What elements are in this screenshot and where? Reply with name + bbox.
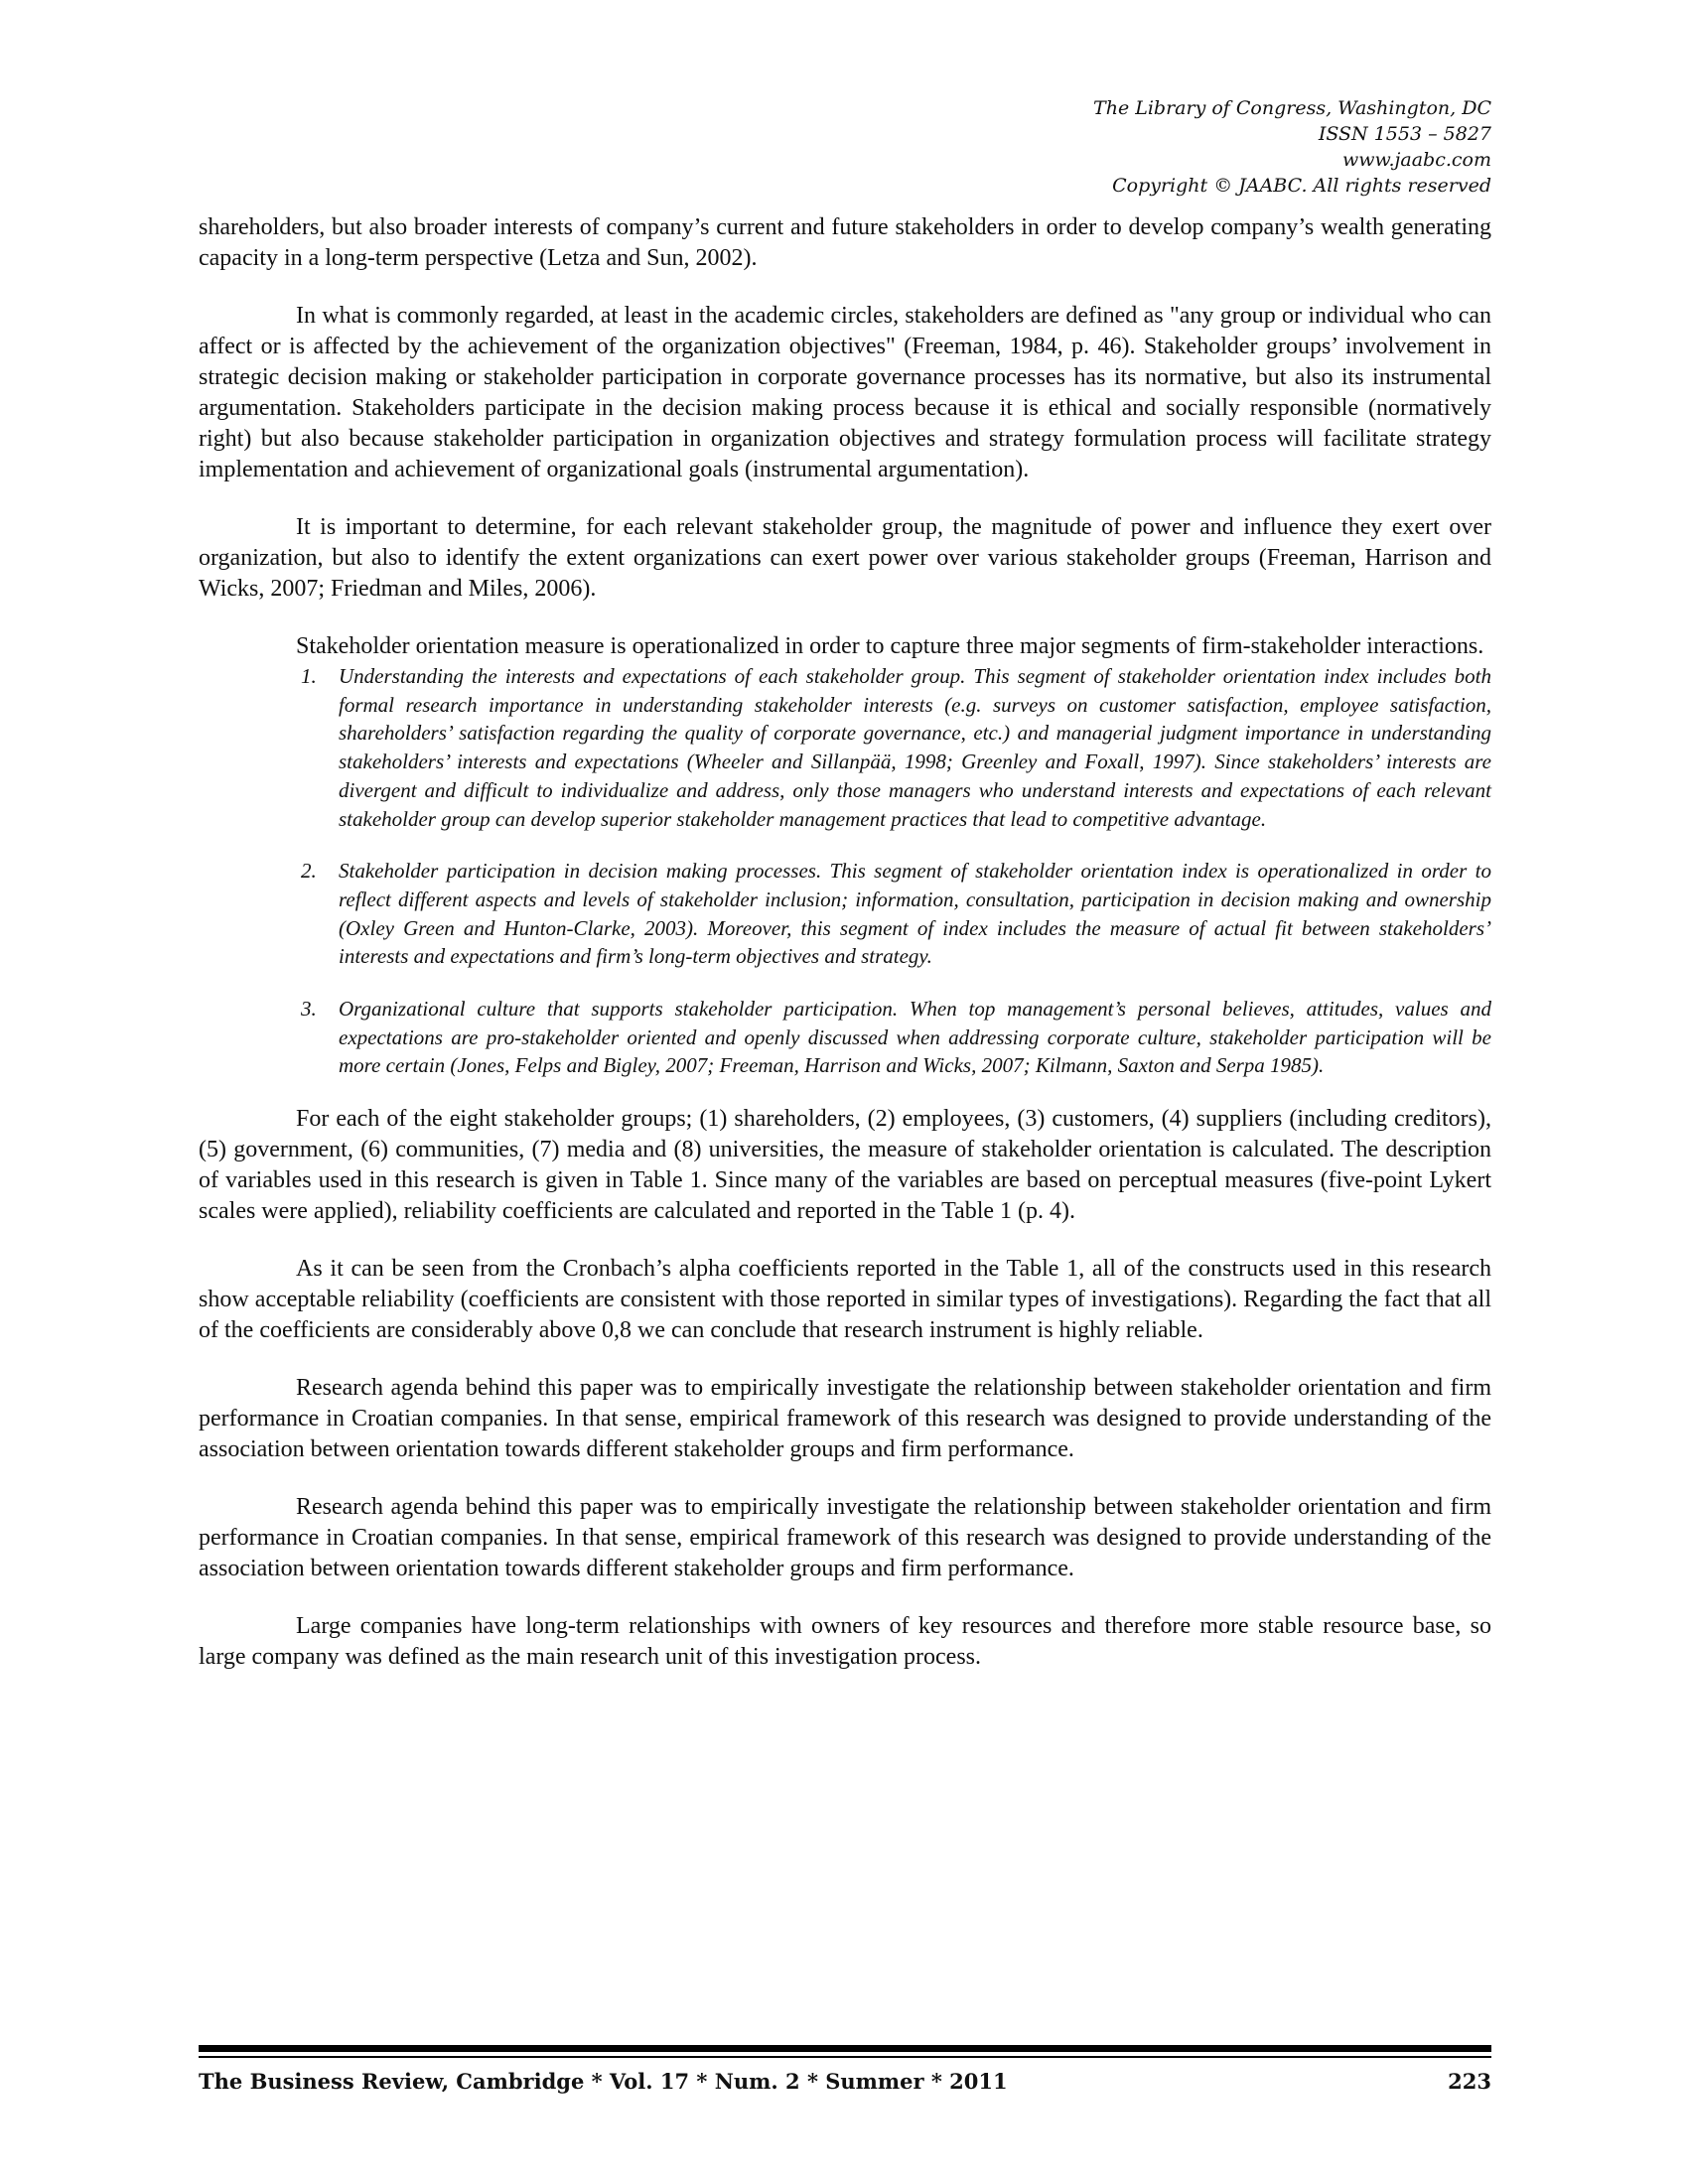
header-website-line: www.jaabc.com xyxy=(1341,149,1491,171)
segment-list xyxy=(199,662,1491,1080)
footer-divider-thick xyxy=(199,2045,1491,2052)
paragraph-stakeholder-definition: In what is commonly regarded, at least in the academic circles, stakeholders are defined as "any group or individual who can affect or is affected by the achievement of the organization objectives" (Freeman, 1984, p. 46). Stakeholder groups’ involvement in strategic decision making or stakeholder participation in corporate governance processes has its normative, but also its instrumental argumentation. Stakeholders participate in the decision making process because it is ethical and socially responsible (normatively right) but also because stakeholder participation in organization objectives and strategy formulation process will facilitate strategy implementation and achievement of organizational goals (instrumental argumentation). xyxy=(199,303,1491,482)
header-issn-line: ISSN 1553 – 5827 xyxy=(1318,123,1491,145)
footer-divider-thin xyxy=(199,2056,1491,2058)
segment-item xyxy=(301,857,1491,971)
paragraph-power-influence: It is important to determine, for each relevant stakeholder group, the magnitude of power and influence they exert over organization, but also to identify the extent organizations can exert power over various stakeholder groups (Freeman, Harrison and Wicks, 2007; Friedman and Miles, 2006). xyxy=(199,514,1491,602)
segment-text: Understanding the interests and expectations of each stakeholder group. This segment of stakeholder orientation index includes both formal research importance in understanding stakeholder interests (e.g. surveys on customer satisfaction, employee satisfaction, shareholders’ satisfaction regarding the quality of corporate governance, etc.) and managerial judgment importance in understanding stakeholders’ interests and expectations (Wheeler and Sillanpää, 1998; Greenley and Foxall, 1997). Since stakeholders’ interests are divergent and difficult to individualize and address, only those managers who understand interests and expectations of each relevant stakeholder group can develop superior stakeholder management practices that lead to competitive advantage. xyxy=(339,664,1491,831)
paragraph-orientation-measure: Stakeholder orientation measure is operationalized in order to capture three major segments of firm-stakeholder interactions. xyxy=(296,633,1484,659)
header-library-line: The Library of Congress, Washington, DC xyxy=(1093,97,1491,119)
paragraph-continuation: shareholders, but also broader interests of company’s current and future stakeholders in order to develop company’s wealth generating capacity in a long-term perspective (Letza and Sun, 2002). xyxy=(199,214,1491,271)
paragraph-research-agenda-repeat: Research agenda behind this paper was to empirically investigate the relationship between stakeholder orientation and firm performance in Croatian companies. In that sense, empirical framework of this research was designed to provide understanding of the association between orientation towards different stakeholder groups and firm performance. xyxy=(199,1494,1491,1582)
journal-header xyxy=(796,95,1491,199)
segment-text: Organizational culture that supports stakeholder participation. When top management’s personal believes, attitudes, values and expectations are pro-stakeholder oriented and openly discussed when addressing corporate culture, stakeholder participation will be more certain (Jones, Felps and Bigley, 2007; Freeman, Harrison and Wicks, 2007; Kilmann, Saxton and Serpa 1985). xyxy=(339,997,1491,1078)
segment-number: 3. xyxy=(301,997,317,1022)
article-body xyxy=(199,212,1491,1700)
footer-journal-citation: The Business Review, Cambridge * Vol. 17 * Num. 2 * Summer * 2011 xyxy=(199,2069,1008,2094)
paragraph-large-companies: Large companies have long-term relationships with owners of key resources and therefore more stable resource base, so large company was defined as the main research unit of this investigation process. xyxy=(199,1613,1491,1671)
segment-item xyxy=(301,995,1491,1080)
page-number: 223 xyxy=(1448,2069,1491,2094)
segment-text: Stakeholder participation in decision making processes. This segment of stakeholder orientation index is operationalized in order to reflect different aspects and levels of stakeholder inclusion; information, consultation, participation in decision making and ownership (Oxley Green and Hunton-Clarke, 2003). Moreover, this segment of index includes the measure of actual fit between stakeholders’ interests and expectations and firm’s long-term objectives and strategy. xyxy=(339,859,1491,969)
paragraph-research-agenda: Research agenda behind this paper was to empirically investigate the relationship between stakeholder orientation and firm performance in Croatian companies. In that sense, empirical framework of this research was designed to provide understanding of the association between orientation towards different stakeholder groups and firm performance. xyxy=(199,1375,1491,1463)
segment-number: 2. xyxy=(301,859,317,884)
paragraph-cronbach-alpha: As it can be seen from the Cronbach’s alpha coefficients reported in the Table 1, all of the constructs used in this research show acceptable reliability (coefficients are consistent with those reported in similar types of investigations). Regarding the fact that all of the coefficients are considerably above 0,8 we can conclude that research instrument is highly reliable. xyxy=(199,1256,1491,1344)
header-copyright-line: Copyright © JAABC. All rights reserved xyxy=(1112,175,1491,197)
segment-item xyxy=(301,662,1491,833)
paragraph-stakeholder-groups: For each of the eight stakeholder groups; (1) shareholders, (2) employees, (3) customers, (4) suppliers (including creditors), (5) government, (6) communities, (7) media and (8) universities, the measure of stakeholder orientation is calculated. The description of variables used in this research is given in Table 1. Since many of the variables are based on perceptual measures (five-point Lykert scales were applied), reliability coefficients are calculated and reported in the Table 1 (p. 4). xyxy=(199,1106,1491,1225)
segment-number: 1. xyxy=(301,664,317,688)
